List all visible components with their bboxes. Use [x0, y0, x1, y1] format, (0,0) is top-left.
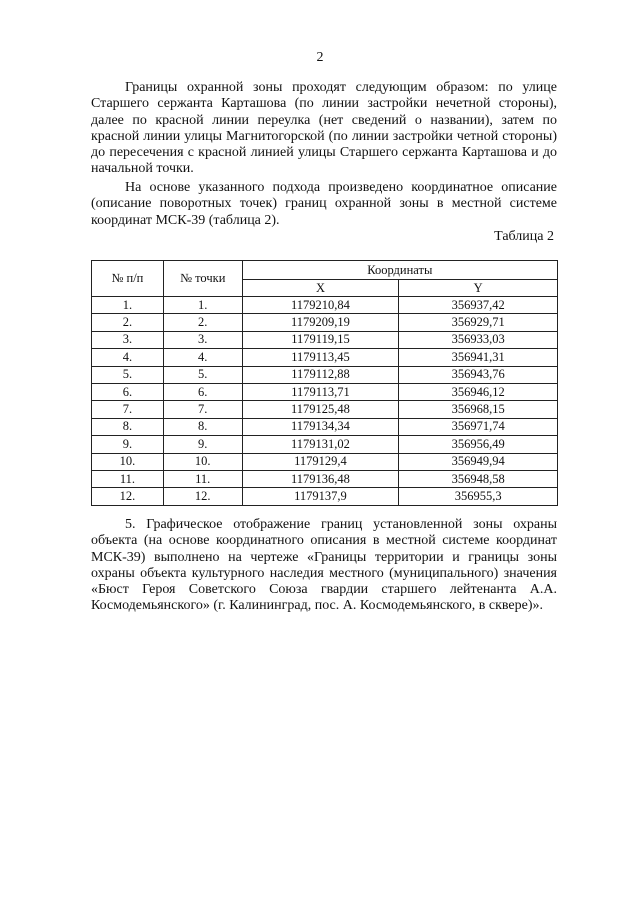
cell-x: 1179113,71	[242, 383, 399, 400]
paragraph-boundaries	[91, 80, 557, 178]
table-row	[92, 331, 558, 348]
cell-x: 1179134,34	[242, 418, 399, 435]
header-y: Y	[399, 280, 558, 297]
paragraph-coordinate-basis	[91, 180, 557, 229]
cell-y: 356956,49	[399, 436, 558, 453]
cell-point-number: 1.	[163, 297, 242, 314]
cell-y: 356971,74	[399, 418, 558, 435]
table-row	[92, 401, 558, 418]
cell-x: 1179113,45	[242, 349, 399, 366]
table-row	[92, 488, 558, 505]
cell-row-number: 8.	[92, 418, 164, 435]
table-row	[92, 383, 558, 400]
cell-x: 1179119,15	[242, 331, 399, 348]
cell-x: 1179131,02	[242, 436, 399, 453]
table-row	[92, 453, 558, 470]
cell-x: 1179137,9	[242, 488, 399, 505]
table-row	[92, 436, 558, 453]
cell-y: 356933,03	[399, 331, 558, 348]
page-number: 2	[316, 50, 324, 65]
table-row	[92, 470, 558, 487]
cell-point-number: 3.	[163, 331, 242, 348]
cell-x: 1179129,4	[242, 453, 399, 470]
header-coordinates: Координаты	[242, 261, 557, 280]
cell-row-number: 2.	[92, 314, 164, 331]
cell-point-number: 5.	[163, 366, 242, 383]
cell-x: 1179125,48	[242, 401, 399, 418]
table-row	[92, 418, 558, 435]
cell-x: 1179136,48	[242, 470, 399, 487]
cell-row-number: 11.	[92, 470, 164, 487]
cell-point-number: 7.	[163, 401, 242, 418]
table-row	[92, 349, 558, 366]
paragraph-coordinate-basis-text: На основе указанного подхода произведено координатное описание (описание поворотных точек) границ охранной зоны в местной системе координат МСК-39 (таблица 2).	[91, 180, 557, 228]
cell-y: 356937,42	[399, 297, 558, 314]
paragraph-graphic-display	[91, 517, 557, 615]
paragraph-graphic-display-text: 5. Графическое отображение границ установленной зоны охраны объекта (на основе координатного описания в местной системе координат МСК-39) выполнено на чертеже «Границы территории и границы зоны охраны объекта культурного наследия местного (муниципального) значения «Бюст Героя Советского Союза гвардии старшего лейтенанта А.А. Космодемьянского» (г. Калининград, пос. А. Космодемьянского, в сквере)».	[91, 517, 557, 614]
cell-row-number: 3.	[92, 331, 164, 348]
header-point-number: № точки	[163, 261, 242, 297]
cell-row-number: 4.	[92, 349, 164, 366]
cell-row-number: 9.	[92, 436, 164, 453]
paragraph-boundaries-text: Границы охранной зоны проходят следующим образом: по улице Старшего сержанта Карташова (по линии застройки нечетной стороны), далее по красной линии переулка (нет сведений о названии), затем по красной линии улицы Магнитогорской (по линии застройки четной стороны) до пересечения с красной линией улицы Старшего сержанта Карташова и до начальной точки.	[91, 80, 557, 177]
cell-row-number: 1.	[92, 297, 164, 314]
table-row	[92, 314, 558, 331]
cell-y: 356955,3	[399, 488, 558, 505]
cell-point-number: 8.	[163, 418, 242, 435]
cell-x: 1179209,19	[242, 314, 399, 331]
table-row	[92, 366, 558, 383]
cell-x: 1179112,88	[242, 366, 399, 383]
table-caption: Таблица 2	[494, 229, 554, 244]
cell-y: 356929,71	[399, 314, 558, 331]
cell-row-number: 7.	[92, 401, 164, 418]
cell-point-number: 2.	[163, 314, 242, 331]
cell-y: 356948,58	[399, 470, 558, 487]
coordinates-table	[91, 260, 558, 506]
cell-row-number: 12.	[92, 488, 164, 505]
cell-point-number: 12.	[163, 488, 242, 505]
cell-y: 356949,94	[399, 453, 558, 470]
cell-point-number: 10.	[163, 453, 242, 470]
cell-row-number: 10.	[92, 453, 164, 470]
cell-point-number: 11.	[163, 470, 242, 487]
cell-row-number: 5.	[92, 366, 164, 383]
cell-row-number: 6.	[92, 383, 164, 400]
cell-point-number: 9.	[163, 436, 242, 453]
cell-y: 356968,15	[399, 401, 558, 418]
cell-y: 356943,76	[399, 366, 558, 383]
cell-y: 356946,12	[399, 383, 558, 400]
cell-x: 1179210,84	[242, 297, 399, 314]
header-row-number: № п/п	[92, 261, 164, 297]
header-x: X	[242, 280, 399, 297]
table-row	[92, 297, 558, 314]
cell-point-number: 6.	[163, 383, 242, 400]
cell-point-number: 4.	[163, 349, 242, 366]
cell-y: 356941,31	[399, 349, 558, 366]
